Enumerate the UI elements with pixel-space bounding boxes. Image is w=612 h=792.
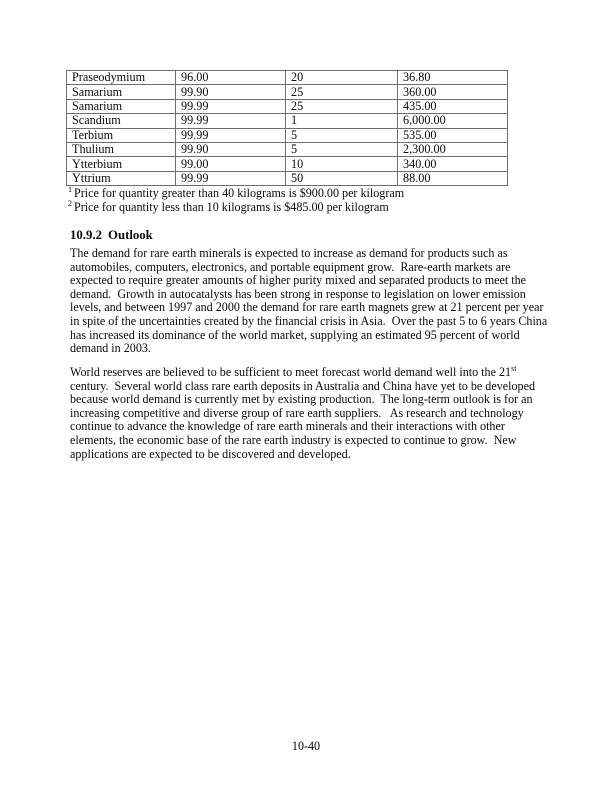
quantity-cell: 50	[286, 171, 398, 185]
element-cell: Ytterbium	[67, 157, 176, 171]
purity-cell: 99.99	[176, 114, 286, 128]
footnote-1-marker: 1	[68, 184, 72, 194]
table-row	[67, 128, 508, 142]
price-cell: 360.00	[398, 85, 508, 99]
paragraph-1-text: The demand for rare earth minerals is expected to increase as demand for products such as automobiles, computers, electronics, and portable equipment grow. Rare-earth markets are expected to require greater amounts of higher purity mixed and separated products to meet the demand. Growth in autocatalysts has been strong in response to legislation on lower emission levels, and between 1997 and 2000 the demand for rare earth magnets grew at 21 percent per year in spite of the uncertainties created by the financial crisis in Asia. Over the past 5 to 6 years China has increased its dominance of the world market, supplying an estimated 95 percent of world demand in 2003.	[70, 246, 551, 356]
quantity-cell: 25	[286, 85, 398, 99]
purity-cell: 99.99	[176, 99, 286, 113]
paragraph-2-text-start: World reserves are believed to be sufficient to meet forecast world demand well into the 21	[70, 365, 512, 379]
footnote-2	[68, 200, 404, 214]
element-cell: Terbium	[67, 128, 176, 142]
quantity-cell: 5	[286, 142, 398, 156]
table-row	[67, 171, 508, 185]
element-cell: Yttrium	[67, 171, 176, 185]
paragraph-2	[70, 363, 551, 461]
price-cell: 535.00	[398, 128, 508, 142]
price-cell: 435.00	[398, 99, 508, 113]
quantity-cell: 25	[286, 99, 398, 113]
element-cell: Scandium	[67, 114, 176, 128]
footnote-1-text: Price for quantity greater than 40 kilograms is $900.00 per kilogram	[74, 186, 405, 200]
section-title: Outlook	[108, 228, 153, 242]
purity-cell: 99.99	[176, 171, 286, 185]
price-cell: 2,300.00	[398, 142, 508, 156]
element-cell: Samarium	[67, 99, 176, 113]
footnote-2-text: Price for quantity less than 10 kilograms is $485.00 per kilogram	[74, 200, 389, 214]
table-row	[67, 71, 508, 85]
purity-cell: 96.00	[176, 71, 286, 85]
table-row	[67, 114, 508, 128]
paragraph-1	[70, 247, 551, 356]
purity-cell: 99.99	[176, 128, 286, 142]
quantity-cell: 20	[286, 71, 398, 85]
quantity-cell: 1	[286, 114, 398, 128]
footnote-1	[68, 186, 404, 200]
table-row	[67, 157, 508, 171]
paragraph-2-text-end: century. Several world class rare earth deposits in Australia and China have yet to be developed because world demand is currently met by existing production. The long-term outlook is for an increasing competitive and diverse group of rare earth suppliers. As research and technology continue to advance the knowledge of rare earth minerals and their interactions with other elements, the economic base of the rare earth industry is expected to continue to grow. New applications are expected to be discovered and developed.	[70, 365, 539, 461]
purity-cell: 99.00	[176, 157, 286, 171]
price-cell: 88.00	[398, 171, 508, 185]
element-cell: Praseodymium	[67, 71, 176, 85]
table-row	[67, 142, 508, 156]
price-cell: 340.00	[398, 157, 508, 171]
table-footnotes	[68, 186, 404, 214]
footnote-2-marker: 2	[68, 198, 72, 208]
price-cell: 6,000.00	[398, 114, 508, 128]
section-number: 10.9.2	[70, 228, 102, 242]
ordinal-superscript: st	[511, 363, 517, 373]
table-row	[67, 85, 508, 99]
element-cell: Thulium	[67, 142, 176, 156]
quantity-cell: 5	[286, 128, 398, 142]
section-heading	[70, 228, 153, 243]
price-cell: 36.80	[398, 71, 508, 85]
quantity-cell: 10	[286, 157, 398, 171]
element-cell: Samarium	[67, 85, 176, 99]
table-row	[67, 99, 508, 113]
purity-cell: 99.90	[176, 85, 286, 99]
page-number: 10-40	[291, 739, 321, 753]
rare-earth-price-table	[66, 70, 508, 186]
purity-cell: 99.90	[176, 142, 286, 156]
